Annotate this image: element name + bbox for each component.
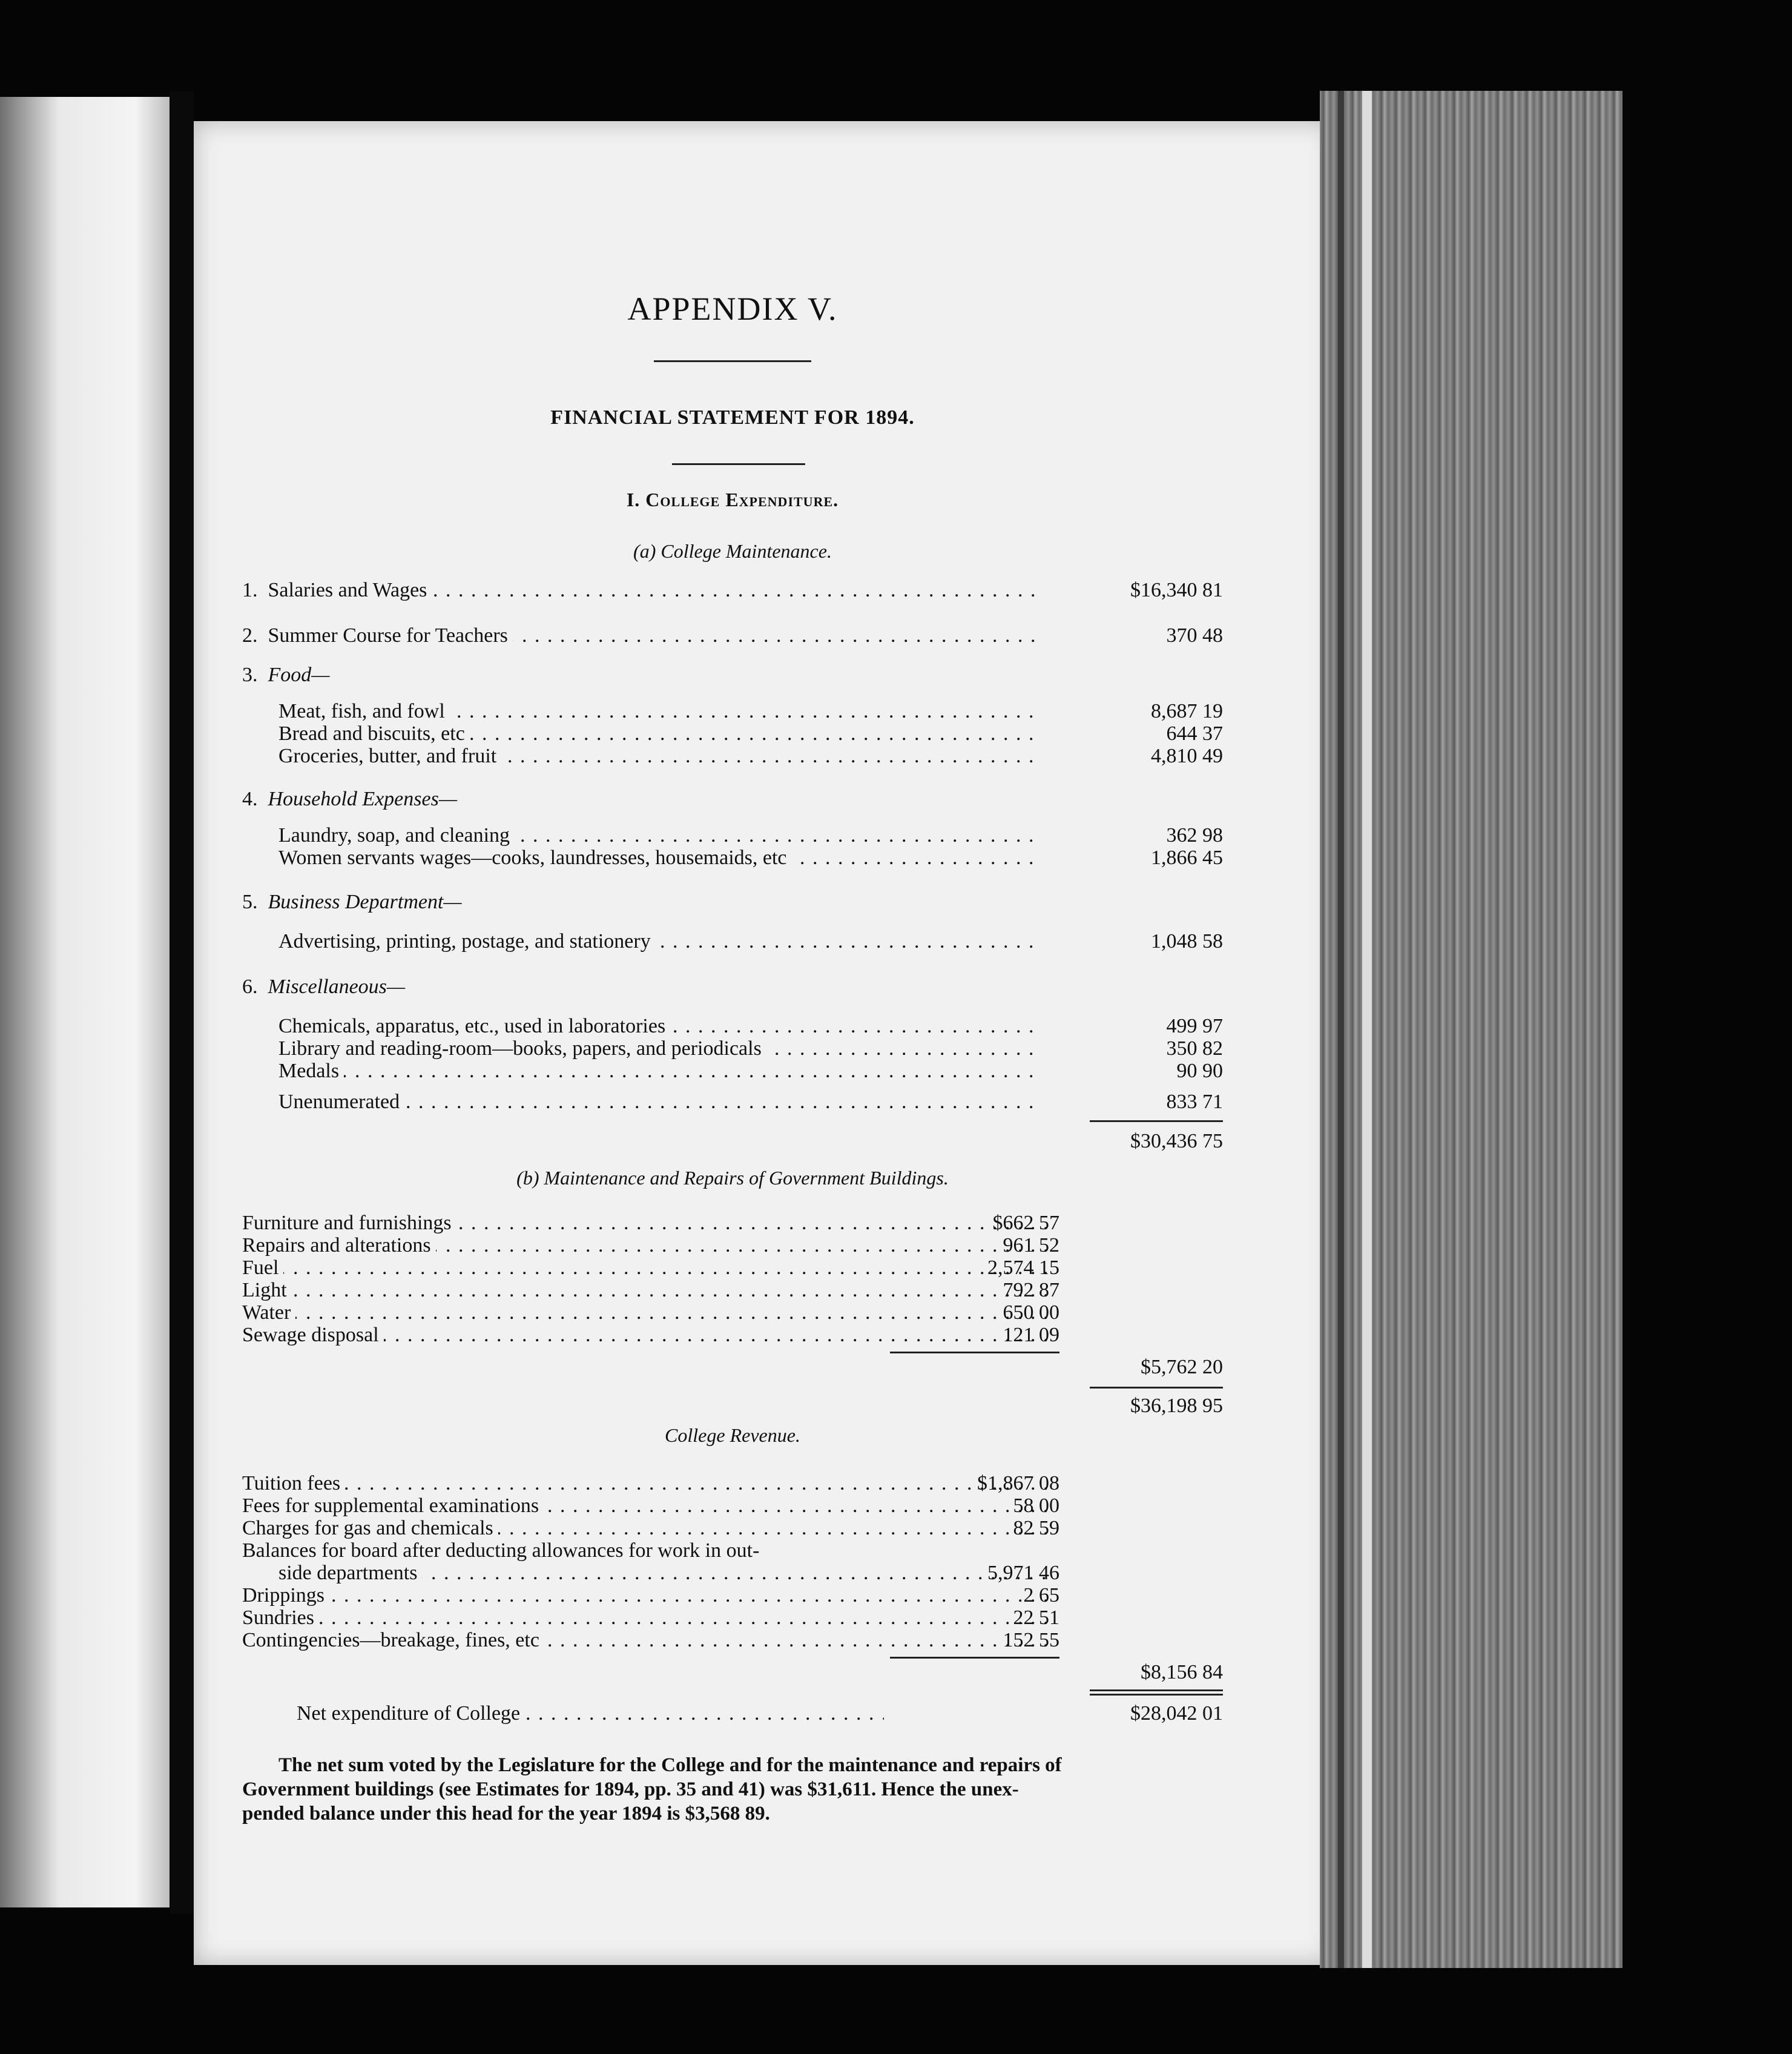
maintenance-heading: (a) College Maintenance. bbox=[633, 540, 832, 562]
item-food-heading bbox=[242, 663, 330, 687]
item-label: Food— bbox=[268, 664, 330, 686]
line-amount: 833 71 bbox=[1166, 1091, 1223, 1113]
appendix-title: APPENDIX V. bbox=[627, 291, 838, 327]
line-label: Water bbox=[242, 1301, 295, 1324]
book-gutter bbox=[170, 91, 194, 1914]
revenue-line bbox=[242, 1583, 1223, 1608]
statement-title: FINANCIAL STATEMENT FOR 1894. bbox=[550, 406, 915, 429]
line-amount: 350 82 bbox=[1166, 1037, 1223, 1060]
line-label: Light bbox=[242, 1279, 292, 1301]
buildings-total: $5,762 20 bbox=[1141, 1356, 1223, 1378]
maintenance-total: $30,436 75 bbox=[1130, 1130, 1223, 1152]
line-label: Meat, fish, and fowl bbox=[278, 700, 450, 722]
revenue-line bbox=[242, 1561, 1223, 1585]
revenue-heading: College Revenue. bbox=[665, 1424, 800, 1446]
item-number: 1. bbox=[242, 579, 258, 601]
note-line: The net sum voted by the Legislature for the College and for the maintenance and repairs of bbox=[278, 1754, 1062, 1776]
buildings-line bbox=[242, 1256, 1223, 1280]
edge-shadow bbox=[1338, 91, 1344, 1968]
revenue-total-row bbox=[242, 1660, 1223, 1685]
page-stack-edges bbox=[1320, 91, 1622, 1968]
grand-total: $36,198 95 bbox=[1130, 1395, 1223, 1417]
item-label: Salaries and Wages bbox=[268, 579, 427, 601]
item-label: Summer Course for Teachers bbox=[268, 624, 508, 647]
buildings-heading: (b) Maintenance and Repairs of Government Buildings. bbox=[516, 1167, 949, 1189]
subtotal-rule bbox=[890, 1657, 1059, 1659]
line-amount: 82 59 bbox=[1013, 1517, 1059, 1539]
item-amount: $16,340 81 bbox=[1130, 579, 1223, 601]
line-label: Furniture and furnishings bbox=[242, 1212, 456, 1234]
maintenance-total-row bbox=[242, 1129, 1223, 1154]
line-label: Laundry, soap, and cleaning bbox=[278, 824, 515, 847]
line-amount: 1,866 45 bbox=[1151, 847, 1223, 869]
total-rule bbox=[1090, 1387, 1223, 1389]
buildings-line bbox=[242, 1233, 1223, 1258]
business-line bbox=[242, 930, 1223, 954]
line-amount: 152 55 bbox=[1003, 1629, 1059, 1651]
line-amount: 58 00 bbox=[1013, 1494, 1059, 1517]
misc-line bbox=[242, 1059, 1223, 1083]
line-label: Fees for supplemental examinations bbox=[242, 1494, 544, 1517]
revenue-line bbox=[242, 1628, 1223, 1653]
misc-line bbox=[242, 1037, 1223, 1061]
line-label: Contingencies—breakage, fines, etc bbox=[242, 1629, 544, 1651]
line-label: side departments bbox=[278, 1562, 422, 1584]
buildings-line bbox=[242, 1301, 1223, 1325]
item-number: 2. bbox=[242, 624, 258, 647]
line-label: Bread and biscuits, etc bbox=[278, 722, 470, 745]
line-label: Groceries, butter, and fruit bbox=[278, 745, 501, 767]
line-label: Balances for board after deducting allowances for work in out- bbox=[242, 1539, 764, 1562]
line-label: Advertising, printing, postage, and stationery bbox=[278, 930, 656, 953]
line-amount: 22 51 bbox=[1013, 1607, 1059, 1629]
item-number: 5. bbox=[242, 891, 258, 913]
line-label: Women servants wages—cooks, laundresses, housemaids, etc bbox=[278, 847, 792, 869]
line-label: Library and reading-room—books, papers, and periodicals bbox=[278, 1037, 766, 1060]
item-label: Business Department— bbox=[268, 891, 462, 913]
item-household-heading bbox=[242, 787, 457, 811]
line-amount: 4,810 49 bbox=[1151, 745, 1223, 767]
line-amount: 650 00 bbox=[1003, 1301, 1059, 1324]
item-miscellaneous-heading bbox=[242, 975, 405, 999]
line-amount: 644 37 bbox=[1166, 722, 1223, 745]
line-label: Chemicals, apparatus, etc., used in laboratories bbox=[278, 1015, 670, 1037]
page-content bbox=[242, 285, 1223, 1871]
food-line bbox=[242, 744, 1223, 768]
household-line bbox=[242, 824, 1223, 848]
item-business-heading bbox=[242, 890, 462, 914]
item-label: Household Expenses— bbox=[268, 788, 458, 810]
line-label: Unenumerated bbox=[278, 1091, 404, 1113]
net-label: Net expenditure of College bbox=[297, 1702, 525, 1725]
section-heading: I. College Expenditure. bbox=[626, 489, 839, 510]
line-label: Drippings bbox=[242, 1584, 329, 1607]
revenue-line bbox=[242, 1606, 1223, 1630]
line-label: Sewage disposal bbox=[242, 1324, 384, 1346]
line-label: Charges for gas and chemicals bbox=[242, 1517, 498, 1539]
line-amount: 792 87 bbox=[1003, 1279, 1059, 1301]
item-label: Miscellaneous— bbox=[268, 976, 406, 998]
subtotal-rule bbox=[890, 1352, 1059, 1353]
net-rule bbox=[1090, 1689, 1223, 1691]
item-number: 3. bbox=[242, 664, 258, 686]
item-number: 6. bbox=[242, 976, 258, 998]
buildings-total-row bbox=[242, 1355, 1223, 1379]
buildings-line bbox=[242, 1323, 1223, 1347]
food-line bbox=[242, 699, 1223, 724]
line-label: Medals bbox=[278, 1060, 344, 1082]
line-label: Tuition fees bbox=[242, 1472, 345, 1494]
edge-highlight bbox=[1362, 91, 1372, 1968]
household-line bbox=[242, 846, 1223, 870]
line-amount: 2 65 bbox=[1023, 1584, 1059, 1607]
revenue-total: $8,156 84 bbox=[1141, 1661, 1223, 1683]
line-amount: 8,687 19 bbox=[1151, 700, 1223, 722]
revenue-line bbox=[242, 1516, 1223, 1540]
misc-line bbox=[242, 1014, 1223, 1039]
misc-line bbox=[242, 1090, 1223, 1114]
line-amount: 121 09 bbox=[1003, 1324, 1059, 1346]
title-rule bbox=[654, 360, 811, 362]
line-label: Repairs and alterations bbox=[242, 1234, 436, 1257]
line-label: Sundries bbox=[242, 1607, 319, 1629]
note-line: Government buildings (see Estimates for 1894, pp. 35 and 41) was $31,611. Hence the unex- bbox=[242, 1778, 1019, 1800]
revenue-line bbox=[242, 1539, 1223, 1563]
line-label: Fuel bbox=[242, 1257, 283, 1279]
buildings-line bbox=[242, 1278, 1223, 1303]
item-number: 4. bbox=[242, 788, 258, 810]
subtitle-rule bbox=[672, 463, 805, 465]
food-line bbox=[242, 722, 1223, 746]
net-amount: $28,042 01 bbox=[1130, 1702, 1223, 1725]
line-amount: 5,971 46 bbox=[987, 1562, 1059, 1584]
facing-page-edge bbox=[0, 97, 170, 1907]
line-amount: 2,574 15 bbox=[987, 1257, 1059, 1279]
revenue-line bbox=[242, 1471, 1223, 1496]
note-line: pended balance under this head for the year 1894 is $3,568 89. bbox=[242, 1803, 770, 1824]
item-amount: 370 48 bbox=[1166, 624, 1223, 647]
line-amount: 499 97 bbox=[1166, 1015, 1223, 1037]
net-expenditure-row bbox=[242, 1702, 1223, 1726]
net-rule-double bbox=[1090, 1694, 1223, 1696]
line-amount: $1,867 08 bbox=[977, 1472, 1059, 1494]
subtotal-rule bbox=[1090, 1120, 1223, 1122]
item-salaries bbox=[242, 578, 1223, 603]
item-summer-course bbox=[242, 624, 1223, 648]
line-amount: 961 52 bbox=[1003, 1234, 1059, 1257]
grand-total-row bbox=[242, 1394, 1223, 1418]
closing-note bbox=[242, 1753, 1223, 1826]
buildings-line bbox=[242, 1211, 1223, 1235]
line-amount: $662 57 bbox=[992, 1212, 1059, 1234]
line-amount: 362 98 bbox=[1166, 824, 1223, 847]
line-amount: 90 90 bbox=[1176, 1060, 1223, 1082]
line-amount: 1,048 58 bbox=[1151, 930, 1223, 953]
revenue-line bbox=[242, 1494, 1223, 1518]
